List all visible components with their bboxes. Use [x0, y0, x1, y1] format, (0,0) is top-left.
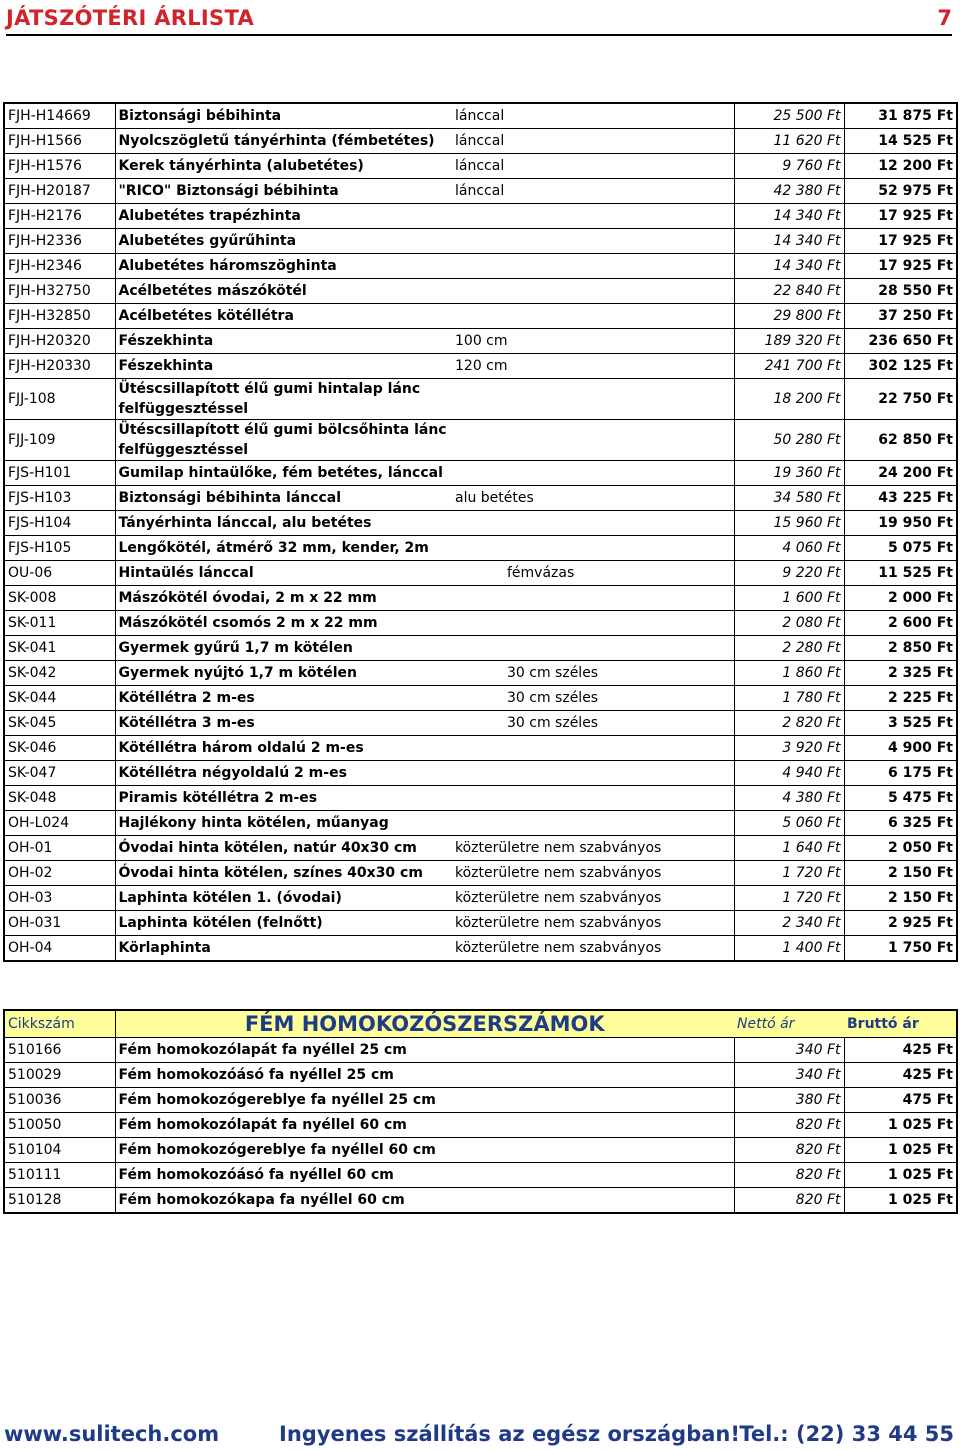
gross-price: 1 025 Ft: [844, 1113, 957, 1138]
gross-price: 302 125 Ft: [844, 354, 957, 379]
item-note: [452, 103, 734, 129]
item-name: Alubetétes háromszöghinta: [115, 254, 452, 279]
net-price: 1 640 Ft: [734, 836, 844, 861]
table-row: [4, 179, 957, 204]
gross-price: 6 175 Ft: [844, 761, 957, 786]
item-name: Hintaülés lánccal: [115, 561, 452, 586]
item-code: FJH-H32850: [4, 304, 115, 329]
net-price: 11 620 Ft: [734, 129, 844, 154]
net-price: 820 Ft: [734, 1163, 844, 1188]
item-name: Fészekhinta: [115, 354, 452, 379]
gross-price: 17 925 Ft: [844, 254, 957, 279]
item-code: 510104: [4, 1138, 115, 1163]
table-row: [4, 1063, 957, 1088]
item-note: [452, 836, 734, 861]
item-note: [452, 536, 734, 561]
table-row: [4, 329, 957, 354]
item-note: [452, 279, 734, 304]
gross-price: 3 525 Ft: [844, 711, 957, 736]
table-row: [4, 279, 957, 304]
item-name: Mászókötél óvodai, 2 m x 22 mm: [115, 586, 452, 611]
item-code: FJH-H2346: [4, 254, 115, 279]
item-name: Fém homokozógereblye fa nyéllel 25 cm: [115, 1088, 734, 1113]
item-note: [452, 686, 734, 711]
item-code: FJH-H20320: [4, 329, 115, 354]
gross-price: 11 525 Ft: [844, 561, 957, 586]
item-code: 510111: [4, 1163, 115, 1188]
table-row: [4, 686, 957, 711]
item-note-text: lánccal: [455, 108, 505, 124]
item-note-text: 30 cm széles: [507, 715, 599, 731]
net-price: 820 Ft: [734, 1188, 844, 1214]
item-name: Kötéllétra 3 m-es: [115, 711, 452, 736]
table-row: [4, 461, 957, 486]
item-note: [452, 354, 734, 379]
item-note-text: fémvázas: [507, 565, 575, 581]
item-code: 510128: [4, 1188, 115, 1214]
item-note-text: közterületre nem szabványos: [455, 915, 662, 931]
item-name: Kerek tányérhinta (alubetétes): [115, 154, 452, 179]
gross-price: 1 025 Ft: [844, 1188, 957, 1214]
table-row: [4, 1113, 957, 1138]
item-code: SK-047: [4, 761, 115, 786]
column-header-brutto: Bruttó ár: [844, 1010, 957, 1038]
item-code: SK-041: [4, 636, 115, 661]
net-price: 42 380 Ft: [734, 179, 844, 204]
item-code: OH-L024: [4, 811, 115, 836]
footer-phone: Tel.: (22) 33 44 55: [739, 1422, 954, 1446]
page-title: JÁTSZÓTÉRI ÁRLISTA: [6, 6, 255, 30]
footer-website[interactable]: www.sulitech.com: [4, 1422, 220, 1446]
item-name: Fém homokozókapa fa nyéllel 60 cm: [115, 1188, 734, 1214]
table-row: [4, 254, 957, 279]
item-code: 510050: [4, 1113, 115, 1138]
table-row: [4, 1188, 957, 1214]
gross-price: 2 150 Ft: [844, 886, 957, 911]
net-price: 14 340 Ft: [734, 204, 844, 229]
item-note: [452, 886, 734, 911]
item-code: OH-03: [4, 886, 115, 911]
table-row: [4, 886, 957, 911]
item-name: Alubetétes gyűrűhinta: [115, 229, 452, 254]
gross-price: 52 975 Ft: [844, 179, 957, 204]
item-note: [452, 936, 734, 962]
gross-price: 19 950 Ft: [844, 511, 957, 536]
item-note-text: közterületre nem szabványos: [455, 840, 662, 856]
item-code: FJJ-108: [4, 379, 115, 420]
net-price: 1 720 Ft: [734, 886, 844, 911]
item-name: Fém homokozólapát fa nyéllel 60 cm: [115, 1113, 734, 1138]
gross-price: 37 250 Ft: [844, 304, 957, 329]
item-code: FJS-H105: [4, 536, 115, 561]
item-note-text: 30 cm széles: [507, 690, 599, 706]
net-price: 241 700 Ft: [734, 354, 844, 379]
table-row: [4, 229, 957, 254]
item-name: Fém homokozóásó fa nyéllel 25 cm: [115, 1063, 734, 1088]
net-price: 4 940 Ft: [734, 761, 844, 786]
item-code: FJH-H32750: [4, 279, 115, 304]
item-name: Óvodai hinta kötélen, natúr 40x30 cm: [115, 836, 452, 861]
table-row: [4, 304, 957, 329]
gross-price: 2 050 Ft: [844, 836, 957, 861]
table-row: [4, 711, 957, 736]
net-price: 1 600 Ft: [734, 586, 844, 611]
gross-price: 425 Ft: [844, 1063, 957, 1088]
item-code: 510166: [4, 1038, 115, 1063]
table-row: [4, 420, 957, 461]
table-row: [4, 836, 957, 861]
table-row: [4, 611, 957, 636]
item-name: Lengőkötél, átmérő 32 mm, kender, 2m: [115, 536, 452, 561]
net-price: 34 580 Ft: [734, 486, 844, 511]
gross-price: 17 925 Ft: [844, 204, 957, 229]
table-row: [4, 1038, 957, 1063]
gross-price: 4 900 Ft: [844, 736, 957, 761]
gross-price: 1 025 Ft: [844, 1138, 957, 1163]
table-row: [4, 661, 957, 686]
gross-price: 2 150 Ft: [844, 861, 957, 886]
table-row: [4, 154, 957, 179]
table-row: [4, 636, 957, 661]
page-footer: [4, 1420, 954, 1450]
item-note: [452, 711, 734, 736]
gross-price: 62 850 Ft: [844, 420, 957, 461]
item-name: Óvodai hinta kötélen, színes 40x30 cm: [115, 861, 452, 886]
item-name: Ütéscsillapított élű gumi hintalap lánc felfüggesztéssel: [115, 379, 452, 420]
gross-price: 2 850 Ft: [844, 636, 957, 661]
net-price: 25 500 Ft: [734, 103, 844, 129]
net-price: 50 280 Ft: [734, 420, 844, 461]
net-price: 29 800 Ft: [734, 304, 844, 329]
item-code: FJH-H20330: [4, 354, 115, 379]
net-price: 5 060 Ft: [734, 811, 844, 836]
net-price: 2 280 Ft: [734, 636, 844, 661]
gross-price: 5 475 Ft: [844, 786, 957, 811]
table-row: [4, 204, 957, 229]
net-price: 22 840 Ft: [734, 279, 844, 304]
gross-price: 5 075 Ft: [844, 536, 957, 561]
item-name: Gumilap hintaülőke, fém betétes, lánccal: [115, 461, 452, 486]
item-code: OH-04: [4, 936, 115, 962]
item-name: Kötéllétra 2 m-es: [115, 686, 452, 711]
item-name: Kötéllétra négyoldalú 2 m-es: [115, 761, 452, 786]
item-name: Laphinta kötélen 1. (óvodai): [115, 886, 452, 911]
item-code: 510036: [4, 1088, 115, 1113]
gross-price: 2 925 Ft: [844, 911, 957, 936]
item-note-text: 120 cm: [455, 358, 508, 374]
table-row: [4, 486, 957, 511]
item-code: OU-06: [4, 561, 115, 586]
table-row: [4, 561, 957, 586]
item-name: Acélbetétes mászókötél: [115, 279, 452, 304]
net-price: 3 920 Ft: [734, 736, 844, 761]
gross-price: 22 750 Ft: [844, 379, 957, 420]
net-price: 14 340 Ft: [734, 229, 844, 254]
item-name: Fészekhinta: [115, 329, 452, 354]
item-note: [452, 811, 734, 836]
item-note-text: lánccal: [455, 133, 505, 149]
footer-shipping: Ingyenes szállítás az egész országban!: [279, 1422, 740, 1446]
net-price: 9 760 Ft: [734, 154, 844, 179]
item-note-text: 100 cm: [455, 333, 508, 349]
table-row: [4, 536, 957, 561]
item-note: [452, 636, 734, 661]
net-price: 1 720 Ft: [734, 861, 844, 886]
gross-price: 6 325 Ft: [844, 811, 957, 836]
gross-price: 1 025 Ft: [844, 1163, 957, 1188]
sand-table-header-row: [4, 1010, 957, 1038]
item-name: Körlaphinta: [115, 936, 452, 962]
item-code: 510029: [4, 1063, 115, 1088]
net-price: 4 380 Ft: [734, 786, 844, 811]
item-name: Biztonsági bébihinta: [115, 103, 452, 129]
item-name: Fém homokozólapát fa nyéllel 25 cm: [115, 1038, 734, 1063]
item-note: [452, 761, 734, 786]
item-name: Tányérhinta lánccal, alu betétes: [115, 511, 452, 536]
page-number: 7: [937, 6, 952, 30]
item-note: [452, 586, 734, 611]
price-table-playground: [3, 102, 958, 962]
column-header-code: Cikkszám: [4, 1010, 115, 1038]
item-note: [452, 911, 734, 936]
gross-price: 43 225 Ft: [844, 486, 957, 511]
item-code: FJH-H2336: [4, 229, 115, 254]
item-name: Kötéllétra három oldalú 2 m-es: [115, 736, 452, 761]
net-price: 340 Ft: [734, 1063, 844, 1088]
item-code: FJH-H2176: [4, 204, 115, 229]
net-price: 1 780 Ft: [734, 686, 844, 711]
price-table-sand-tools: [3, 1009, 958, 1214]
gross-price: 12 200 Ft: [844, 154, 957, 179]
item-code: SK-011: [4, 611, 115, 636]
item-name: Gyermek nyújtó 1,7 m kötélen: [115, 661, 452, 686]
gross-price: 28 550 Ft: [844, 279, 957, 304]
item-note: [452, 329, 734, 354]
net-price: 820 Ft: [734, 1138, 844, 1163]
net-price: 19 360 Ft: [734, 461, 844, 486]
item-note-text: közterületre nem szabványos: [455, 865, 662, 881]
gross-price: 14 525 Ft: [844, 129, 957, 154]
item-code: SK-046: [4, 736, 115, 761]
table-row: [4, 786, 957, 811]
item-note-text: alu betétes: [455, 490, 534, 506]
item-name: "RICO" Biztonsági bébihinta: [115, 179, 452, 204]
net-price: 2 080 Ft: [734, 611, 844, 636]
item-code: SK-008: [4, 586, 115, 611]
gross-price: 2 000 Ft: [844, 586, 957, 611]
item-note: [452, 736, 734, 761]
table-row: [4, 354, 957, 379]
gross-price: 24 200 Ft: [844, 461, 957, 486]
gross-price: 236 650 Ft: [844, 329, 957, 354]
item-name: Fém homokozóásó fa nyéllel 60 cm: [115, 1163, 734, 1188]
item-note: [452, 229, 734, 254]
item-note: [452, 561, 734, 586]
item-code: FJS-H104: [4, 511, 115, 536]
item-name: Hajlékony hinta kötélen, műanyag: [115, 811, 452, 836]
gross-price: 31 875 Ft: [844, 103, 957, 129]
gross-price: 17 925 Ft: [844, 229, 957, 254]
item-name: Laphinta kötélen (felnőtt): [115, 911, 452, 936]
item-note: [452, 511, 734, 536]
table-row: [4, 1138, 957, 1163]
table-row: [4, 936, 957, 962]
item-code: SK-045: [4, 711, 115, 736]
table-row: [4, 103, 957, 129]
item-code: SK-048: [4, 786, 115, 811]
section-title: FÉM HOMOKOZÓSZERSZÁMOK: [115, 1010, 734, 1038]
net-price: 2 820 Ft: [734, 711, 844, 736]
item-note: [452, 486, 734, 511]
net-price: 2 340 Ft: [734, 911, 844, 936]
item-note: [452, 786, 734, 811]
net-price: 9 220 Ft: [734, 561, 844, 586]
table-row: [4, 1088, 957, 1113]
item-note: [452, 861, 734, 886]
net-price: 14 340 Ft: [734, 254, 844, 279]
item-code: FJS-H103: [4, 486, 115, 511]
table-row: [4, 129, 957, 154]
item-code: SK-044: [4, 686, 115, 711]
item-note-text: 30 cm széles: [507, 665, 599, 681]
net-price: 189 320 Ft: [734, 329, 844, 354]
item-note: [452, 461, 734, 486]
item-note: [452, 379, 734, 420]
gross-price: 1 750 Ft: [844, 936, 957, 962]
item-note-text: közterületre nem szabványos: [455, 940, 662, 956]
item-note: [452, 254, 734, 279]
net-price: 820 Ft: [734, 1113, 844, 1138]
item-name: Piramis kötéllétra 2 m-es: [115, 786, 452, 811]
item-code: FJH-H1566: [4, 129, 115, 154]
item-note: [452, 304, 734, 329]
item-name: Alubetétes trapézhinta: [115, 204, 452, 229]
page-header: [6, 4, 952, 36]
gross-price: 2 325 Ft: [844, 661, 957, 686]
item-note: [452, 129, 734, 154]
item-note-text: közterületre nem szabványos: [455, 890, 662, 906]
item-name: Gyermek gyűrű 1,7 m kötélen: [115, 636, 452, 661]
item-code: OH-031: [4, 911, 115, 936]
gross-price: 425 Ft: [844, 1038, 957, 1063]
table-row: [4, 736, 957, 761]
table-row: [4, 811, 957, 836]
net-price: 4 060 Ft: [734, 536, 844, 561]
item-note-text: lánccal: [455, 158, 505, 174]
net-price: 1 860 Ft: [734, 661, 844, 686]
gross-price: 2 600 Ft: [844, 611, 957, 636]
item-note: [452, 420, 734, 461]
net-price: 1 400 Ft: [734, 936, 844, 962]
table-row: [4, 761, 957, 786]
table-row: [4, 911, 957, 936]
item-code: FJH-H20187: [4, 179, 115, 204]
net-price: 380 Ft: [734, 1088, 844, 1113]
item-code: SK-042: [4, 661, 115, 686]
item-note: [452, 611, 734, 636]
item-code: FJJ-109: [4, 420, 115, 461]
table-row: [4, 379, 957, 420]
item-name: Mászókötél csomós 2 m x 22 mm: [115, 611, 452, 636]
item-note: [452, 661, 734, 686]
net-price: 18 200 Ft: [734, 379, 844, 420]
item-note: [452, 154, 734, 179]
item-note: [452, 179, 734, 204]
table-row: [4, 861, 957, 886]
item-code: FJS-H101: [4, 461, 115, 486]
table-row: [4, 586, 957, 611]
item-name: Nyolcszögletű tányérhinta (fémbetétes): [115, 129, 452, 154]
gross-price: 475 Ft: [844, 1088, 957, 1113]
item-name: Biztonsági bébihinta lánccal: [115, 486, 452, 511]
column-header-netto: Nettó ár: [734, 1010, 844, 1038]
table-row: [4, 511, 957, 536]
item-code: FJH-H1576: [4, 154, 115, 179]
net-price: 340 Ft: [734, 1038, 844, 1063]
net-price: 15 960 Ft: [734, 511, 844, 536]
item-name: Acélbetétes kötéllétra: [115, 304, 452, 329]
item-name: Fém homokozógereblye fa nyéllel 60 cm: [115, 1138, 734, 1163]
item-note: [452, 204, 734, 229]
item-code: OH-01: [4, 836, 115, 861]
item-name: Ütéscsillapított élű gumi bölcsőhinta lánc felfüggesztéssel: [115, 420, 452, 461]
item-code: OH-02: [4, 861, 115, 886]
gross-price: 2 225 Ft: [844, 686, 957, 711]
item-note-text: lánccal: [455, 183, 505, 199]
item-code: FJH-H14669: [4, 103, 115, 129]
table-row: [4, 1163, 957, 1188]
